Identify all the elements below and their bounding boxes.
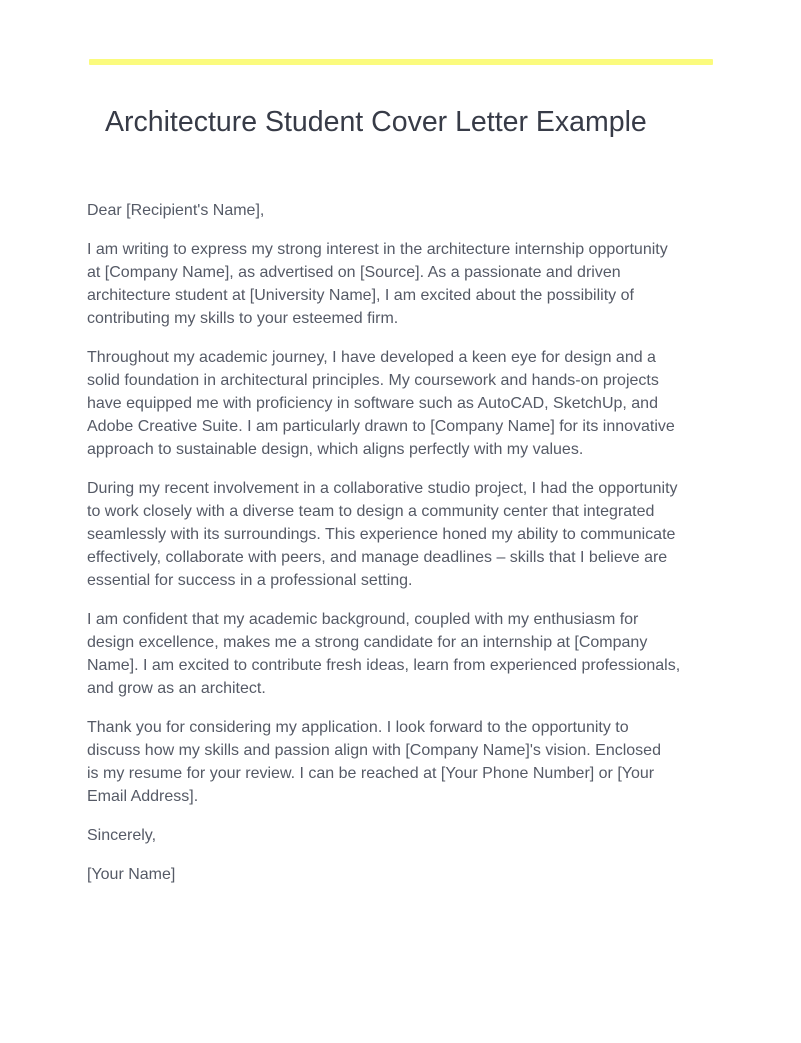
paragraph-thanks: Thank you for considering my application. I look forward to the opportunity to discuss how my skills and passion align with [Company Name]'s vision. Enclosed is my resume for your review. I can be reached at [Your Phone Number] or [Your Email Address]. xyxy=(87,719,661,805)
page-title: Architecture Student Cover Letter Example xyxy=(105,106,647,138)
paragraph-intro: I am writing to express my strong interest in the architecture internship opportunity at [Company Name], as advertised on [Source]. As a passionate and driven architecture student at [University Name], I am excited about the possibility of contributing my skills to your esteemed firm. xyxy=(87,241,668,327)
salutation: Dear [Recipient's Name], xyxy=(87,202,265,219)
closing: Sincerely, xyxy=(87,827,157,844)
paragraph-confidence: I am confident that my academic background, coupled with my enthusiasm for design excellence, makes me a strong candidate for an internship at [Company Name]. I am excited to contribute fresh ideas, learn from experienced professionals, and grow as an architect. xyxy=(87,611,681,697)
letter-body xyxy=(87,199,687,902)
signature: [Your Name] xyxy=(87,866,176,883)
paragraph-experience: During my recent involvement in a collaborative studio project, I had the opportunity to work closely with a diverse team to design a community center that integrated seamlessly with its surroundings. This experience honed my ability to communicate effectively, collaborate with peers, and manage deadlines – skills that I believe are essential for success in a professional setting. xyxy=(87,480,678,589)
paragraph-skills: Throughout my academic journey, I have developed a keen eye for design and a solid foundation in architectural principles. My coursework and hands-on projects have equipped me with proficiency in software such as AutoCAD, SketchUp, and Adobe Creative Suite. I am particularly drawn to [Company Name] for its innovative approach to sustainable design, which aligns perfectly with my values. xyxy=(87,349,675,458)
header-accent-bar xyxy=(89,59,713,65)
